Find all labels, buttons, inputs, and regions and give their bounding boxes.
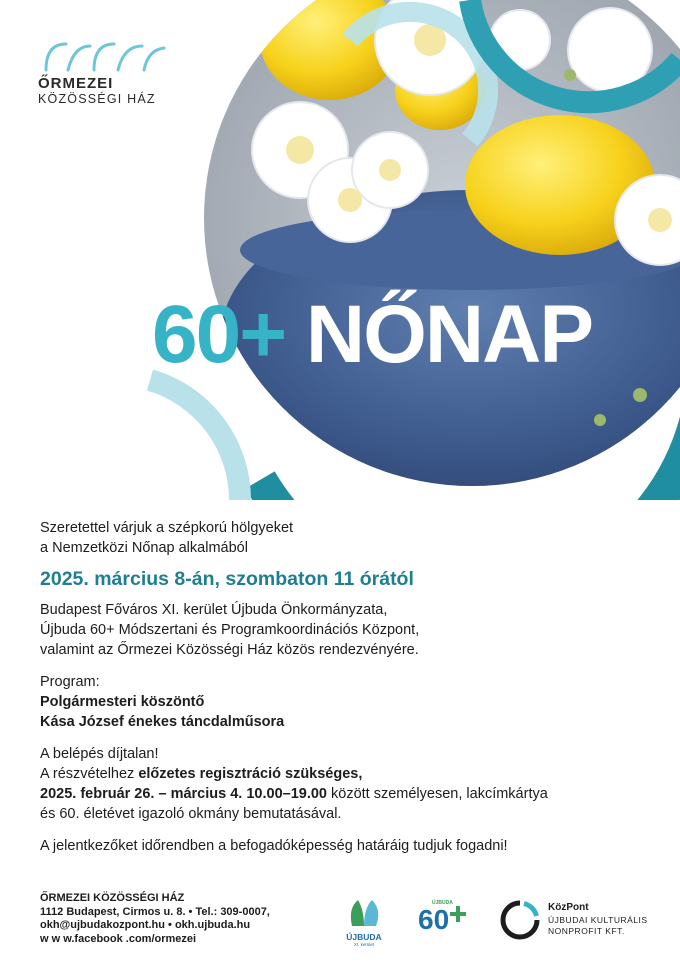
footer-address: 1112 Budapest, Cirmos u. 8. • Tel.: 309-0007, (40, 905, 270, 918)
footer-facebook: w w w.facebook .com/ormezei (40, 932, 197, 945)
ujbuda-logo-sub: XI. kerület (353, 942, 375, 947)
sixty-logo-number: 60 (418, 904, 450, 935)
footer-contact-line: okh@ujbudakozpont.hu • okh.ujbuda.hu (40, 919, 251, 931)
logo-name: ŐRMEZEI (38, 75, 114, 92)
title-main: NŐNAP (305, 289, 593, 380)
intro-line-2: a Nemzetközi Nőnap alkalmából (40, 540, 248, 556)
ujbuda-logo (344, 898, 384, 947)
registration-period-rest: között személyesen, lakcímkártya (326, 786, 548, 802)
event-details (40, 518, 660, 856)
program-item-2: Kása József énekes táncdalműsora (40, 714, 285, 730)
kozpont-line-2: NONPROFIT KFT. (548, 926, 625, 936)
intro-line-1: Szeretettel várjuk a szépkorú hölgyeket (40, 520, 294, 536)
kozpont-ring-icon (500, 900, 540, 940)
organizer-line-3: valamint az Őrmezei Közösségi Ház közös rendezvényére. (40, 642, 419, 658)
registration-required: előzetes regisztráció szükséges, (138, 766, 363, 782)
kozpont-name: KözPont (548, 902, 589, 913)
footer-contact (40, 892, 270, 946)
logo-waves-icon (38, 40, 168, 74)
event-date: 2025. március 8-án, szombaton 11 órától (40, 568, 414, 590)
free-entry: A belépés díjtalan! (40, 746, 159, 762)
registration-period-line (40, 784, 660, 804)
logo-subtitle: KÖZÖSSÉGI HÁZ (38, 92, 156, 106)
sixty-logo-small: ÚJBUDA (432, 900, 453, 906)
kozpont-line-1: ÚJBUDAI KULTURÁLIS (548, 915, 648, 925)
program-label: Program: (40, 674, 100, 690)
program-item-1: Polgármesteri köszöntő (40, 694, 205, 710)
ujbuda-logo-name: ÚJBUDA (346, 932, 382, 942)
event-title (152, 289, 593, 380)
registration-prefix: A részvételhez (40, 766, 139, 782)
light-arc-left (150, 380, 240, 500)
ujbuda-60-logo (418, 900, 468, 940)
capacity-note: A jelentkezőket időrendben a befogadóképesség határáig tudjuk fogadni! (40, 838, 508, 854)
ormezei-logo (38, 40, 188, 106)
plus-icon (450, 906, 466, 922)
flower-photo (180, 0, 680, 500)
kozpont-logo (500, 900, 660, 944)
title-prefix: 60+ (152, 289, 286, 380)
registration-docs: és 60. életévet igazoló okmány bemutatásával. (40, 806, 342, 822)
organizer-line-2: Újbuda 60+ Módszertani és Programkoordinációs Központ, (40, 622, 420, 638)
ujbuda-leaf-icon (344, 898, 384, 928)
registration-line (40, 764, 660, 784)
registration-period: 2025. február 26. – március 4. 10.00–19.00 (40, 786, 327, 802)
footer-name: ŐRMEZEI KÖZÖSSÉGI HÁZ (40, 892, 185, 904)
organizer-line-1: Budapest Főváros XI. kerület Újbuda Önkormányzata, (40, 602, 388, 618)
